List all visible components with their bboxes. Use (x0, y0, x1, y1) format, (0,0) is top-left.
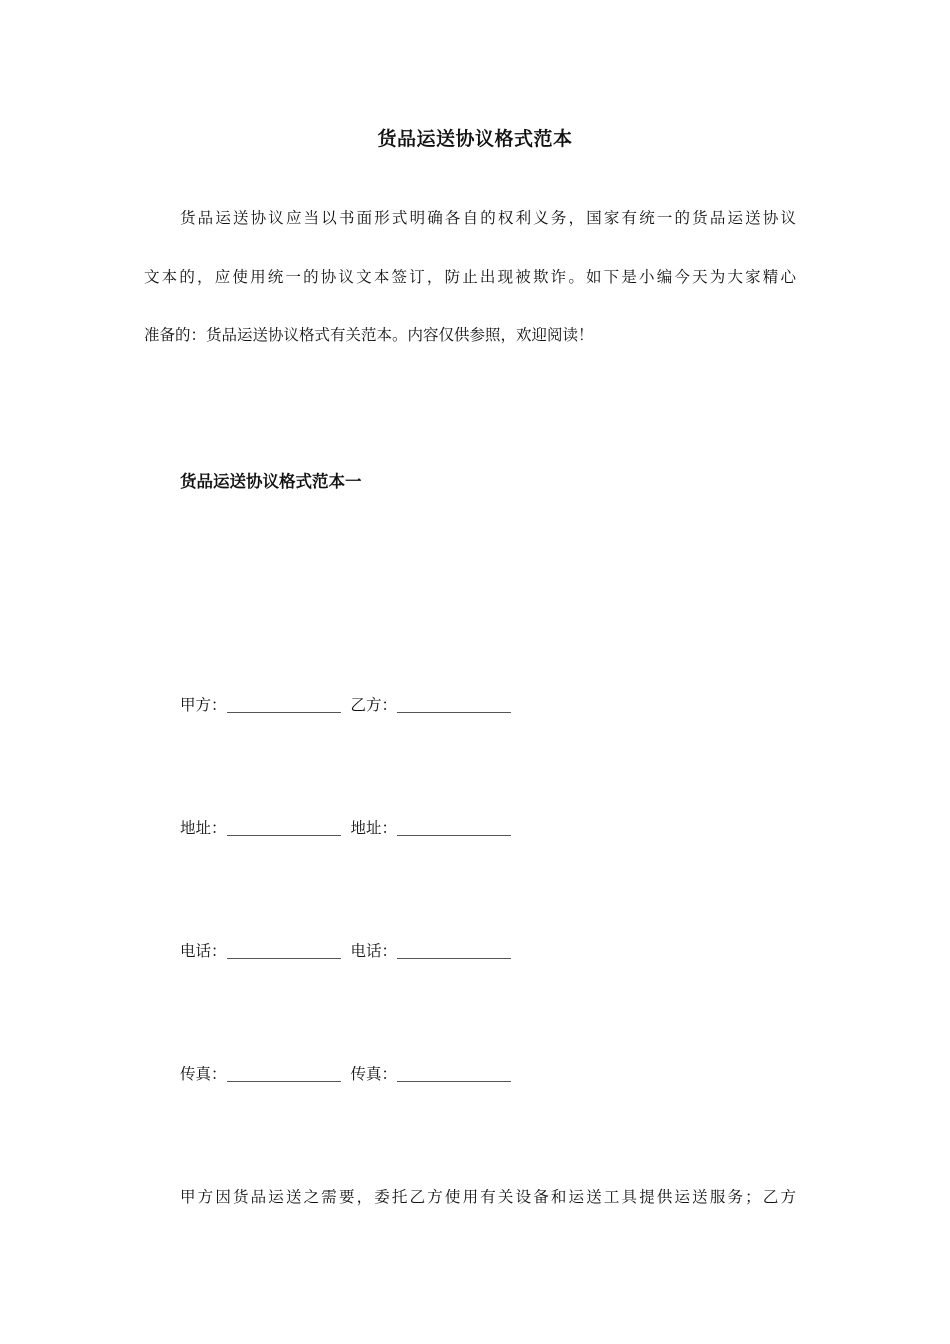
phone-a-label: 电话： (180, 942, 227, 960)
phone-b-label: 电话： (350, 942, 398, 960)
fax-row (180, 1062, 521, 1084)
intro-line-2: 文本的，应使用统一的协议文本签订，防止出现被欺诈。如下是小编今天为大家精心 (144, 268, 796, 286)
fax-b-blank (397, 1067, 511, 1082)
address-a-label: 地址： (180, 819, 227, 837)
phone-b-blank (397, 944, 511, 959)
phone-a-blank (227, 944, 341, 959)
intro-line-3: 准备的：货品运送协议格式有关范本。内容仅供参照，欢迎阅读！ (144, 326, 594, 344)
document-title: 货品运送协议格式范本 (377, 128, 573, 150)
fax-a-blank (227, 1067, 341, 1082)
party-b-blank (397, 698, 511, 713)
section-heading: 货品运送协议格式范本一 (180, 472, 362, 491)
party-a-label: 甲方： (180, 696, 227, 714)
body-paragraph-line: 甲方因货品运送之需要，委托乙方使用有关设备和运送工具提供运送服务；乙方 (180, 1188, 796, 1206)
party-a-blank (227, 698, 341, 713)
intro-line-1: 货品运送协议应当以书面形式明确各自的权利义务，国家有统一的货品运送协议 (180, 209, 796, 227)
address-b-label: 地址： (350, 819, 398, 837)
address-a-blank (227, 821, 341, 836)
address-b-blank (397, 821, 511, 836)
fax-b-label: 传真： (350, 1065, 398, 1083)
party-row (180, 693, 521, 715)
phone-row (180, 939, 521, 961)
address-row (180, 816, 521, 838)
party-b-label: 乙方： (350, 696, 398, 714)
fax-a-label: 传真： (180, 1065, 227, 1083)
